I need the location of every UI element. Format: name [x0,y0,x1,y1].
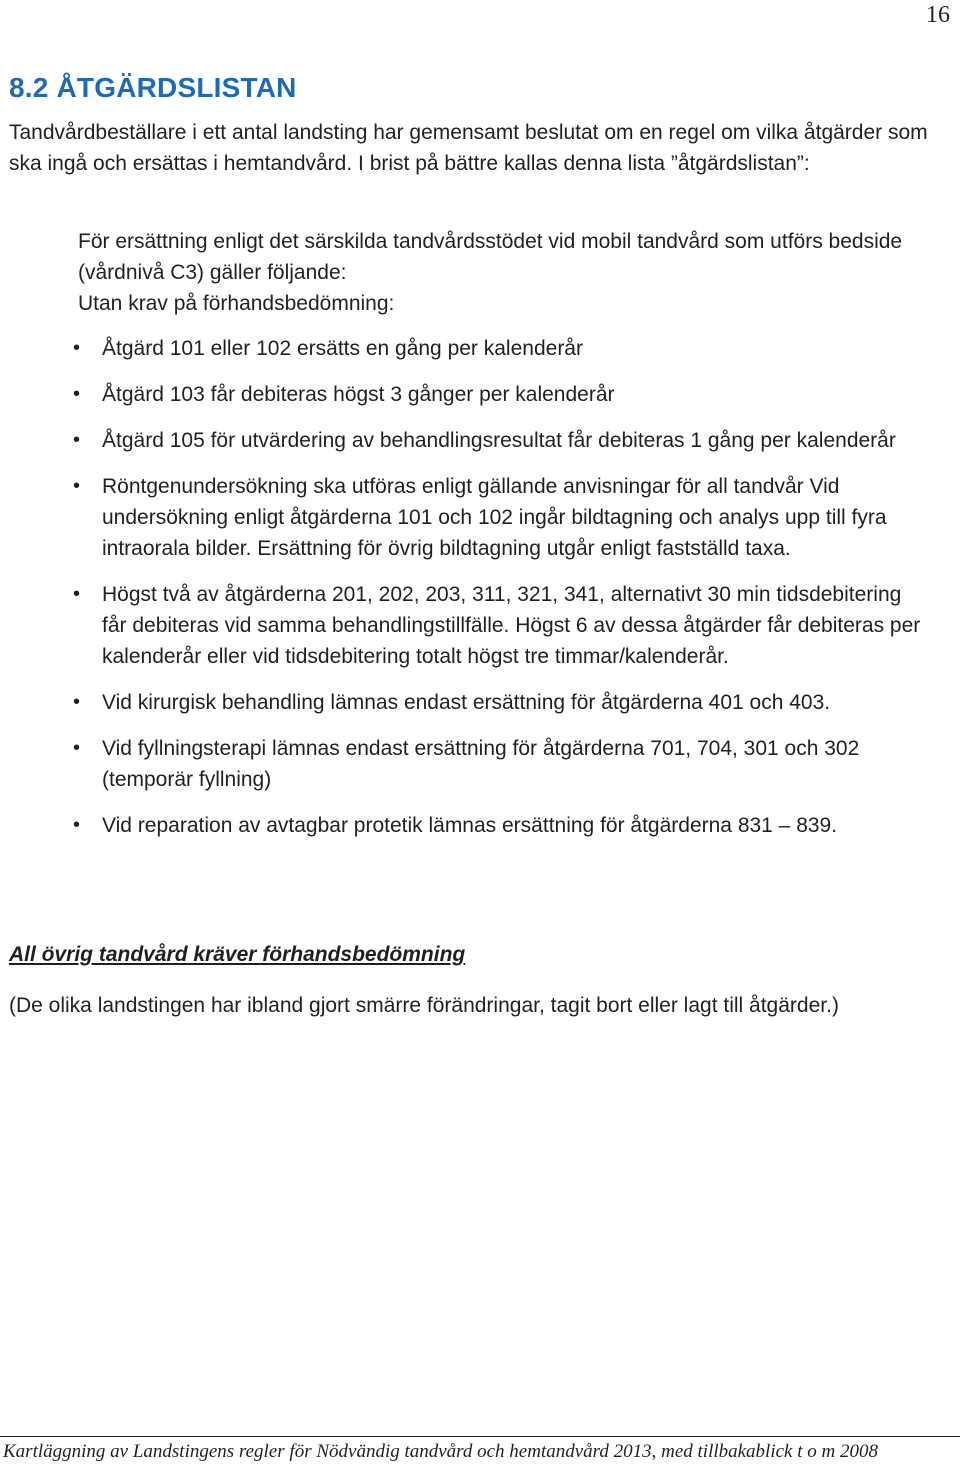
note-paragraph: (De olika landstingen har ibland gjort smärre förändringar, tagit bort eller lagt till åtgärder.) [9,994,839,1017]
list-item-text: Röntgenundersökning ska utföras enligt gällande anvisningar för all tandvår Vid undersökning enligt åtgärderna 101 och 102 ingår bildtagning och analys upp till fyra intraorala bilder. Ersättning för övrig bildtagning utgår enligt fastställd taxa. [102,475,887,560]
list-item [0,471,922,564]
section-heading: 8.2 ÅTGÄRDSLISTAN [9,72,297,103]
list-item-text: Åtgärd 105 för utvärdering av behandlingsresultat får debiteras 1 gång per kalenderår [102,429,896,452]
list-item-text: Vid fyllningsterapi lämnas endast ersättning för åtgärderna 701, 704, 301 och 302 (temporär fyllning) [102,737,860,791]
list-item [0,333,922,364]
bullet-icon: • [73,737,81,759]
bullet-icon: • [73,475,81,497]
lead-line-2: Utan krav på förhandsbedömning: [78,292,395,315]
list-item [0,425,922,456]
list-item-text: Vid kirurgisk behandling lämnas endast ersättning för åtgärderna 401 och 403. [102,691,831,714]
page-footer: Kartläggning av Landstingens regler för Nödvändig tandvård och hemtandvård 2013, med tillbakablick t o m 2008 [3,1441,878,1462]
intro-paragraph: Tandvårdbeställare i ett antal landsting har gemensamt beslutat om en regel om vilka åtgärder som ska ingå och ersättas i hemtandvård. I brist på bättre kallas denna lista ”åtgärdslistan”: [9,121,928,175]
rule-list [0,333,960,841]
bullet-icon: • [73,383,81,405]
list-item [0,733,922,795]
closing-statement: All övrig tandvård kräver förhandsbedömning [9,943,466,966]
list-item-text: Vid reparation av avtagbar protetik lämnas ersättning för åtgärderna 831 – 839. [102,814,838,837]
list-item-text: Åtgärd 103 får debiteras högst 3 gånger per kalenderår [102,383,615,406]
bullet-icon: • [73,583,81,605]
bullet-icon: • [73,814,81,836]
list-item [0,379,922,410]
list-item [0,687,922,718]
lead-line-1: För ersättning enligt det särskilda tandvårdsstödet vid mobil tandvård som utförs bedside (vårdnivå C3) gäller följande: [78,230,903,284]
list-item [0,579,922,672]
list-item-text: Högst två av åtgärderna 201, 202, 203, 311, 321, 341, alternativt 30 min tidsdebitering får debiteras vid samma behandlingstillfälle. Högst 6 av dessa åtgärder får debiteras per kalenderår eller vid tidsdebitering totalt högst tre timmar/kalenderår. [102,583,921,668]
list-item-text: Åtgärd 101 eller 102 ersätts en gång per kalenderår [102,337,583,360]
bullet-icon: • [73,691,81,713]
footer-divider [0,1436,960,1437]
lead-block [78,226,948,319]
list-item [0,810,922,841]
page-number: 16 [926,2,950,28]
bullet-icon: • [73,337,81,359]
bullet-icon: • [73,429,81,451]
